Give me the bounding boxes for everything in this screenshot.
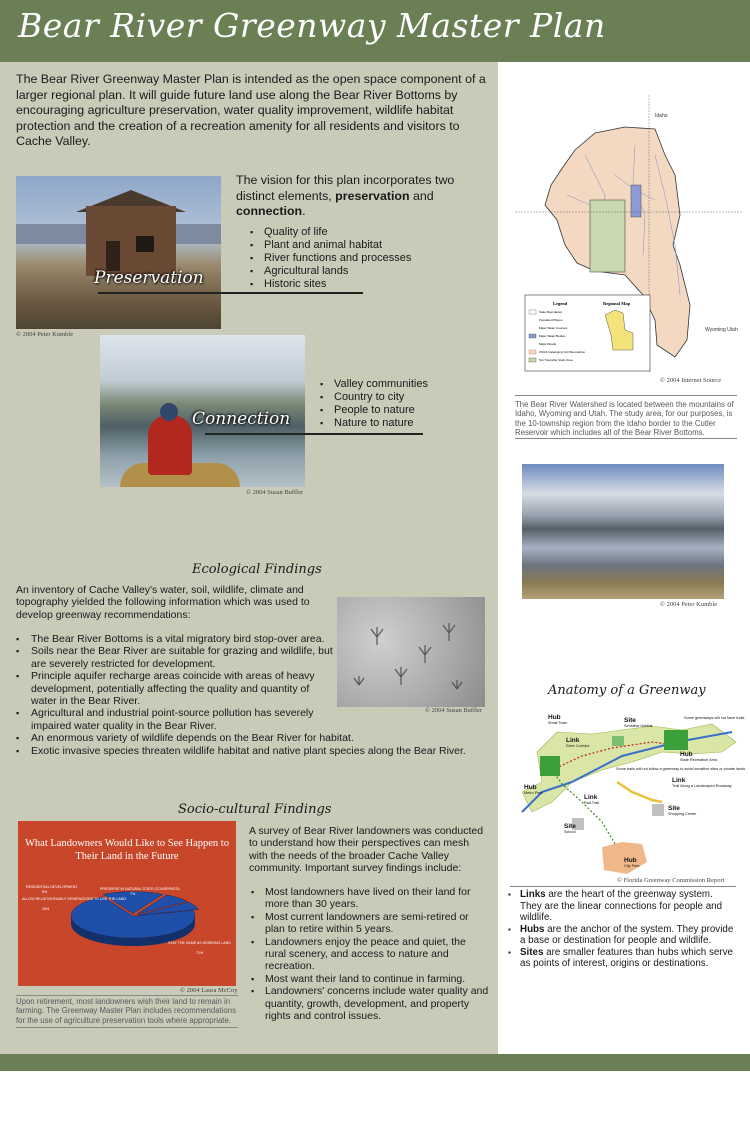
diagram-link-corridor: Link [566, 737, 580, 744]
list-item: ▪ Agricultural and industrial point-source pollution has severely impaired water quality in the Bear River. [16, 707, 336, 732]
diagram-link-corridor-sub: River Corridor [566, 744, 590, 748]
pie-label-preserve: PRESERVE IN NATURAL STATE (CONSERVED) [100, 887, 180, 891]
pie-label-working-land: STAY THE SAME AS WORKING LAND [168, 941, 231, 945]
socio-list [249, 886, 489, 1022]
map-caption-rule [515, 395, 737, 396]
preservation-photo-credit: © 2004 Peter Kumble [16, 331, 74, 338]
map-regional-title: Regional Map [603, 301, 631, 306]
diagram-hub-metro-sub: Metro Park [524, 791, 543, 795]
map-credit: © 2004 Internet Source [660, 377, 722, 384]
site-shopping-shape [652, 804, 664, 816]
term-sites-desc: are smaller features than hubs which serve as points of interest, origins or destinations. [520, 946, 733, 969]
list-item: ▪ Most current landowners are semi-retired or plan to retire within 5 years. [249, 911, 489, 936]
diagram-note-follow: Some trails will not follow a greenway to avoid sensitive sites or private lands [616, 767, 746, 771]
list-item [508, 889, 736, 924]
pie-value-preserve: 7% [130, 892, 136, 896]
map-caption-rule-bottom [515, 438, 737, 439]
diagram-hub-small-town-sub: Small Town [548, 721, 568, 725]
term-hubs: Hubs [520, 923, 545, 935]
ecological-list [16, 633, 486, 757]
legend-item: Populated Places [539, 318, 563, 322]
page-title: Bear River Greenway Master Plan [18, 6, 606, 45]
vision-text-start: The vision for this plan incorporates two distinct elements, [236, 173, 455, 203]
watershed-map-svg [515, 95, 743, 372]
diagram-site-habitat-sub: Sensitive Habitat [624, 724, 653, 728]
list-item: ▪ Plant and animal habitat [250, 239, 450, 252]
vision-text-end: . [302, 204, 306, 218]
list-item: ▪ Country to city [320, 391, 470, 404]
list-item: ▪ People to nature [320, 404, 470, 417]
diagram-site-school: Site [564, 823, 576, 830]
chart-caption-rule [16, 995, 238, 996]
ecological-title: Ecological Findings [192, 562, 322, 577]
vision-connection-word: connection [236, 204, 303, 218]
legend-item: Major Water Bodies [539, 334, 566, 338]
preservation-label: Preservation [94, 268, 204, 288]
river-photo [522, 464, 724, 599]
diagram-site-shop-sub: Shopping Center [668, 812, 697, 816]
list-item: ▪ Historic sites [250, 278, 450, 291]
watershed-caption: The Bear River Watershed is located between the mountains of Idaho, Wyoming and Utah. The study area, for our purposes, is the 10-township region from the Idaho border to the Cutler Reservoir which includes all of the Bear River Bottoms. [515, 400, 734, 437]
chart-title: What Landowners Would Like to See Happen to Their Land in the Future [25, 838, 229, 862]
anatomy-rule [510, 886, 736, 887]
vision-text-mid: and [409, 188, 434, 203]
map-label-idaho: Idaho [655, 113, 668, 119]
diagram-link-rail: Link [584, 794, 598, 801]
socio-intro: A survey of Bear River landowners was conducted to understand how their perspectives can mesh with the needs of the broader Cache Valley community. Important survey findings include: [249, 825, 484, 875]
diagram-link-road-sub: Trail Along a Landscaped Roadway [672, 784, 732, 788]
legend-item: Ten Township Study Area [539, 358, 573, 362]
map-label-wyoming-utah: Wyoming Utah [705, 327, 738, 333]
diagram-site-habitat: Site [624, 717, 636, 724]
diagram-link-road: Link [672, 777, 686, 784]
list-item: ▪ Soils near the Bear River are suitable for grazing and wildlife, but are severely restricted for development. [16, 645, 336, 670]
diagram-hub-city-sub: City Park [624, 864, 640, 868]
map-legend-title: Legend [553, 301, 568, 306]
diagram-hub-metro: Hub [524, 784, 537, 791]
cabin-door [106, 241, 120, 271]
hub-state-rec-shape [664, 730, 688, 750]
pie-value-residential: 6% [42, 890, 48, 894]
pie-label-family: ALLOW RELATIVE/FAMILY GENERATIONS TO USE THE LAND [22, 897, 126, 901]
connection-photo-credit: © 2004 Susan Buffler [246, 489, 303, 496]
paddler-head [160, 403, 178, 421]
hub-metro-park-shape [540, 756, 560, 776]
greenway-diagram-svg [512, 712, 746, 882]
intro-paragraph: The Bear River Greenway Master Plan is intended as the open space component of a larger regional plan. It will guide future land use along the Bear River Bottoms by encouraging agriculture preservation, water quality improvement, wildlife habitat protection and the creation of a recreation amenity for all residents and visitors to Cache Valley. [16, 72, 486, 148]
connection-underline [205, 433, 423, 435]
header-bar [0, 0, 750, 62]
list-item: ▪ Most landowners have lived on their land for more than 30 years. [249, 886, 489, 911]
socio-title: Socio-cultural Findings [178, 802, 332, 817]
preservation-underline [98, 292, 363, 294]
greenway-diagram [512, 712, 746, 882]
anatomy-list [508, 889, 736, 970]
preservation-photo [16, 176, 221, 329]
cabin-window [136, 236, 154, 252]
list-item [508, 947, 736, 970]
pie-value-working-land: 71% [196, 951, 204, 955]
chart-caption-rule-bottom [16, 1027, 238, 1028]
legend-item: USGS Cataloging Unit Boundaries [539, 350, 585, 354]
legend-item: Major Water Courses [539, 326, 568, 330]
list-item: ▪ The Bear River Bottoms is a vital migratory bird stop-over area. [16, 633, 486, 645]
list-item: ▪ Exotic invasive species threaten wildlife habitat and native plant species along the Bear River. [16, 745, 486, 757]
footer-bar [0, 1054, 750, 1071]
legend-item: Major Roads [539, 342, 557, 346]
diagram-hub-city: Hub [624, 857, 637, 864]
landowner-pie-chart [18, 821, 236, 986]
list-item: ▪ Principle aquifer recharge areas coincide with areas of heavy development, potentially affecting the quality and quantity of water in the Bear River. [16, 670, 336, 707]
diagram-hub-small-town: Hub [548, 714, 561, 721]
list-item: ▪ Quality of life [250, 226, 450, 239]
chart-credit: © 2004 Laura McCoy [180, 987, 238, 994]
study-area [590, 200, 625, 272]
ecological-intro: An inventory of Cache Valley's water, soil, wildlife, climate and topography yielded the following information which was used to develop greenway recommendations: [16, 584, 310, 621]
list-item: ▪ Nature to nature [320, 417, 470, 430]
list-item: ▪ Valley communities [320, 378, 470, 391]
list-item [508, 924, 736, 947]
vision-preservation-word: preservation [335, 188, 410, 203]
diagram-site-school-sub: School [564, 830, 576, 834]
pie-label-residential: RESIDENTIAL DEVELOPMENT [26, 885, 78, 889]
chart-caption: Upon retirement, most landowners wish their land to remain in farming. The Greenway Master Plan includes recommendations for the use of agriculture preservation tools where appropriate. [16, 997, 237, 1025]
list-item: ▪ River functions and processes [250, 252, 450, 265]
pie-value-family: 16% [42, 907, 50, 911]
diagram-note-trails: Some greenways will not have trails [684, 716, 745, 720]
connection-label: Connection [192, 409, 291, 429]
list-item: ▪ Most want their land to continue in farming. [249, 973, 489, 985]
vision-text [236, 173, 456, 220]
watershed-map [515, 95, 743, 372]
anatomy-credit: © Florida Greenway Commission Report [617, 877, 725, 884]
river-photo-credit: © 2004 Peter Kumble [660, 601, 718, 608]
diagram-hub-state-sub: State Recreation Area [680, 758, 718, 762]
connection-photo [100, 335, 305, 487]
diagram-hub-state: Hub [680, 751, 693, 758]
connection-list [320, 378, 470, 430]
diagram-site-shop: Site [668, 805, 680, 812]
site-habitat-shape [612, 736, 624, 746]
legend-item: State Boundaries [539, 310, 563, 314]
paddler [148, 415, 192, 475]
term-hubs-desc: are the anchor of the system. They provide a base or destination for people and wildlife. [520, 923, 734, 946]
pie-svg [18, 821, 236, 986]
term-links-desc: are the heart of the greenway system. They are the linear connections for people and wildlife. [520, 889, 723, 923]
term-sites: Sites [520, 946, 544, 958]
list-item: ▪ Landowners enjoy the peace and quiet, the rural scenery, and access to nature and recreation. [249, 936, 489, 973]
list-item: ▪ Agricultural lands [250, 265, 450, 278]
anatomy-title: Anatomy of a Greenway [548, 683, 706, 698]
term-links: Links [520, 889, 546, 900]
list-item: ▪ Landowners' concerns include water quality and quantity, growth, development, and property rights and control issues. [249, 985, 489, 1022]
list-item: ▪ An enormous variety of wildlife depends on the Bear River for habitat. [16, 732, 486, 744]
tracks-photo-credit: © 2004 Susan Buffler [425, 707, 482, 714]
preservation-list [250, 226, 450, 291]
diagram-link-rail-sub: Rail-Trail [584, 801, 600, 805]
historic-cabin [86, 206, 176, 276]
